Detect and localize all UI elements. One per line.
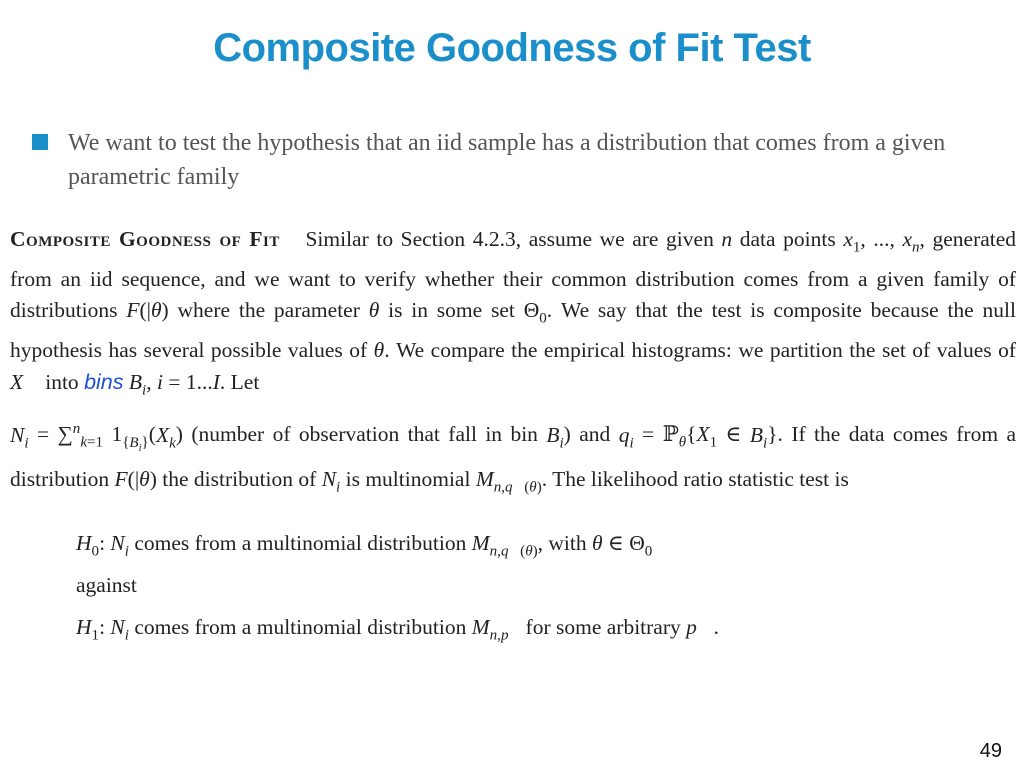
excerpt-paragraph-2: $N_i = \sum^n_{k=1}$ $1_{\{B_i\}}(X_k)$ (number of observation that fall in bin $B_i$) and $q_i$ = $ℙ_\theta\{X_1$ ∈ $B_i$}. If the data comes from a distribution F(|θ) the distribution of $N_i$ is multinomial $M_{n,q⃗(\theta)}$. The likelihood ratio statistic test is bbox=[10, 421, 1016, 496]
alternative-hypothesis: $H_1$: $N_i$ comes from a multinomial distribution $M_{n,p⃗}$ for some arbitrary p⃗. bbox=[76, 615, 719, 644]
excerpt-text: Similar to Section 4.2.3, assume we are given bbox=[305, 227, 714, 251]
slide-title: Composite Goodness of Fit Test bbox=[213, 26, 811, 70]
excerpt-heading: Composite Goodness of Fit bbox=[10, 227, 280, 251]
excerpt-paragraph-1: Composite Goodness of Fit Similar to Section 4.2.3, assume we are given n data points $x_1$, ..., $x_n$, generated from an iid sequence, and we want to verify whether their common distribution comes from a given family of distributions F(|θ) where the parameter θ is in some set $\Theta_0$. We say that the test is composite because the null hypothesis has several possible values of θ. We compare the empirical histograms: we partition the set of values of X⃗ into bins $B_i$, i = 1...I. Let bbox=[10, 227, 1017, 398]
against-label: against bbox=[76, 573, 137, 597]
bullet-text: We want to test the hypothesis that an iid sample has a distribution that comes from a given parametric family bbox=[68, 130, 946, 190]
null-hypothesis: $H_0$: $N_i$ comes from a multinomial distribution $M_{n,q⃗(\theta)}$, with θ ∈ $\Theta_0$ bbox=[76, 531, 653, 560]
bullet-square-icon bbox=[32, 134, 48, 150]
bins-term: bins bbox=[84, 369, 124, 394]
textbook-excerpt bbox=[10, 224, 1016, 504]
hypotheses-block bbox=[76, 526, 976, 652]
page-number: 49 bbox=[979, 740, 1002, 762]
bullet-item bbox=[32, 126, 972, 194]
